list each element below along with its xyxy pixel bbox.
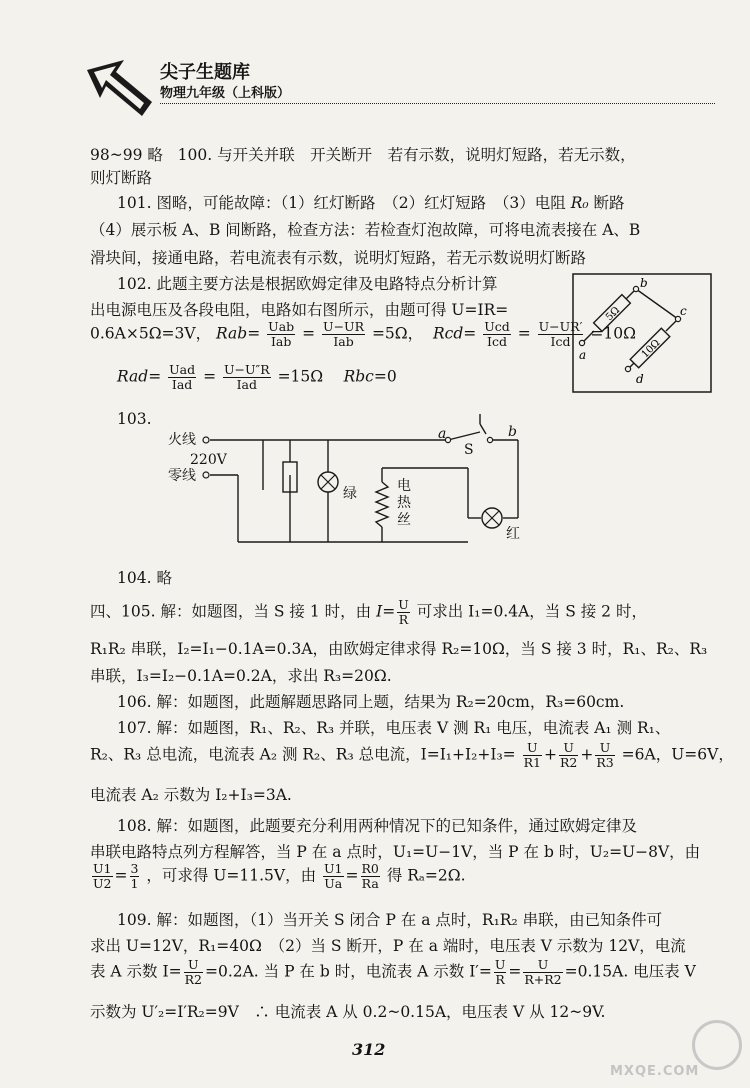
- answer-104: 104. 略: [117, 569, 172, 587]
- answer-108-text-2: 得 Rₐ=2Ω.: [386, 866, 466, 885]
- label-a: a: [579, 348, 587, 362]
- fraction-u-over-r: [494, 958, 507, 987]
- answer-103-label: 103.: [117, 410, 152, 428]
- numerator: R0: [361, 861, 379, 876]
- equals: =: [345, 866, 359, 885]
- terminal-a: [579, 340, 584, 345]
- denominator: R3: [596, 755, 614, 770]
- fraction-u-over-r1: [523, 741, 542, 770]
- numerator: U: [523, 958, 562, 973]
- answer-105-line3: 串联，I₃=I₂−0.1A=0.2A，求出 R₃=20Ω.: [90, 667, 392, 685]
- live-terminal: [203, 437, 209, 443]
- circuit-diagram-103: [168, 410, 558, 560]
- terminal-b: [633, 286, 638, 291]
- answer-105-line1: [90, 598, 647, 627]
- answer-102-line3: [90, 320, 636, 349]
- symbol-rab: Rab=: [216, 324, 261, 343]
- resistor-5-ohm: [594, 295, 631, 332]
- answer-101-line3: 滑块间，接通电路，若电流表有示数，说明灯短路，若无示数说明灯断路: [90, 249, 587, 267]
- fraction-r0-over-ra: [361, 862, 380, 891]
- answer-107-line3: 电流表 A₂ 示数为 I₂+I₃=3A.: [90, 786, 292, 804]
- label-live-wire: 火线: [168, 432, 196, 448]
- answer-101-line2: （4）展示板 A、B 间断路，检查方法：若检查灯泡故障，可将电流表接在 A、B: [90, 221, 641, 239]
- label-switch-s: S: [464, 442, 474, 458]
- result-rab: =5Ω，: [371, 324, 424, 343]
- equals: =: [302, 324, 316, 343]
- terminal-d: [625, 366, 630, 371]
- answer-102-line1: 102. 此题主要方法是根据欧姆定律及电路特点分析计算: [117, 275, 498, 293]
- numerator: U: [494, 957, 506, 972]
- answer-109-line1: 109. 解：如题图，（1）当开关 S 闭合 P 在 a 点时，R₁R₂ 串联，由已知条件可: [117, 911, 663, 929]
- symbol-i-eq: I=: [376, 602, 396, 621]
- label-b: b: [640, 276, 648, 290]
- plus: +: [580, 745, 594, 764]
- denominator: R2: [559, 755, 578, 770]
- numerator: U: [523, 741, 542, 756]
- label-d: d: [636, 372, 644, 386]
- arrow-logo-icon: [82, 58, 172, 128]
- symbol-rcd: Rcd=: [433, 324, 477, 343]
- label-voltage: 220V: [190, 452, 227, 468]
- plus: +: [543, 745, 557, 764]
- red-lamp: [482, 508, 502, 528]
- answer-106: 106. 解：如题图，此题解题思路同上题，结果为 R₂=20cm，R₃=60cm.: [117, 693, 625, 711]
- numerator: U1: [93, 861, 112, 876]
- answer-101-line1: [117, 191, 625, 213]
- answer-107-line2: [90, 741, 734, 770]
- fraction-u1-over-ua: [323, 862, 344, 891]
- numerator: U−U″R: [224, 362, 270, 377]
- answer-108-line1: 108. 解：如题图，此题要充分利用两种情况下的已知条件，通过欧姆定律及: [117, 817, 637, 835]
- denominator: R+R2: [524, 972, 562, 987]
- numerator: Ucd: [484, 319, 510, 334]
- page-number: 312: [352, 1040, 386, 1059]
- answer-102-line4: [117, 363, 397, 392]
- equals: =: [517, 324, 531, 343]
- denominator: Iab: [333, 334, 354, 349]
- switch-blade: [448, 432, 480, 440]
- numerator: Uad: [169, 362, 196, 377]
- label-red: 红: [506, 526, 520, 542]
- numerator: 3: [130, 861, 139, 876]
- fraction-ucd-icd: [483, 320, 511, 349]
- answer-109-text-1: 表 A 示数 I=: [90, 962, 182, 981]
- denominator: R: [398, 612, 409, 627]
- resistor-diagram-102: [572, 273, 712, 393]
- label-c: c: [680, 304, 687, 318]
- neutral-terminal: [203, 472, 209, 478]
- label-neutral-wire: 零线: [168, 468, 196, 484]
- numerator: U1: [324, 861, 343, 876]
- fraction-uab-iab: [267, 320, 295, 349]
- answer-108-text-1: ，可求得 U=11.5V，由: [146, 866, 317, 885]
- fraction-u-over-r: [397, 598, 410, 627]
- switch-contact-b: [487, 437, 492, 442]
- book-subtitle: 物理九年级（上科版）: [160, 86, 291, 101]
- resistor-10-ohm: [630, 328, 670, 368]
- header-rule: [160, 103, 715, 104]
- denominator: Iad: [236, 377, 258, 392]
- fraction-u-minus-ur: [322, 320, 365, 349]
- label-green: 绿: [343, 486, 357, 502]
- equals: =: [114, 866, 128, 885]
- numerator: Uab: [268, 319, 295, 334]
- answer-108-line2: 串联电路特点列方程解答，当 P 在 a 点时，U₁=U−1V，当 P 在 b 时，U₂=U−8V，由: [90, 843, 701, 861]
- fraction-u-minus-ur-dprime: [223, 363, 271, 392]
- answer-98-100-line1: [90, 143, 636, 165]
- resistor-10-ohm-label: 10Ω: [639, 337, 663, 361]
- book-title: 尖子生题库: [160, 62, 250, 83]
- denominator: Iab: [270, 334, 292, 349]
- fraction-u-over-r-plus-r2: [523, 958, 562, 987]
- symbol-rad: Rad=: [117, 367, 162, 386]
- denominator: R: [495, 972, 505, 987]
- symbol-rbc: Rbc: [343, 367, 374, 386]
- numerator: U: [595, 741, 614, 756]
- numerator: U−UR: [323, 319, 364, 334]
- answer-109-line4: 示数为 U′₂=I′R₂=9V ∴ 电流表 A 从 0.2~0.15A，电压表 V 从 12~9V.: [90, 1003, 606, 1021]
- denominator: R2: [184, 972, 202, 987]
- symbol-r0: R₀: [570, 194, 589, 212]
- denominator: Icd: [487, 334, 507, 349]
- denominator: R1: [523, 755, 541, 770]
- answer-100-line2: 则灯断路: [90, 169, 153, 187]
- heater-resistor-symbol: [376, 482, 388, 527]
- fraction-u-over-r2: [184, 958, 203, 987]
- text-source-voltage: 0.6A×5Ω=3V，: [90, 324, 212, 343]
- fraction-u-over-r3: [595, 741, 614, 770]
- answer-101-text: 101. 图略，可能故障：（1）红灯断路 （2）红灯短路 （3）电阻: [117, 194, 566, 212]
- watermark: [610, 1020, 740, 1080]
- result-rcd: =10Ω: [590, 324, 636, 343]
- numerator: U: [184, 958, 203, 973]
- answer-109-text-2: =0.2A. 当 P 在 b 时，电流表 A 示数 I′=: [204, 962, 492, 981]
- fraction-3-over-1: [130, 862, 140, 891]
- denominator: Iad: [171, 377, 193, 392]
- green-lamp: [318, 472, 338, 492]
- label-switch-a: a: [438, 426, 447, 442]
- denominator: U2: [93, 876, 112, 891]
- numerator: U: [398, 597, 409, 612]
- equals: =: [203, 367, 217, 386]
- fraction-u1-over-u2: [92, 862, 113, 891]
- resistor-5-ohm-label: 5Ω: [603, 304, 623, 324]
- answer-109-line3: [90, 958, 696, 987]
- answer-107-text-1: R₂、R₃ 总电流，电流表 A₂ 测 R₂、R₃ 总电流，I=I₁+I₂+I₃=: [90, 745, 516, 764]
- label-heater-1: 电: [397, 478, 411, 494]
- denominator: Ua: [324, 876, 343, 891]
- answer-108-line3: [90, 862, 466, 891]
- result-rad: =15Ω: [277, 367, 339, 386]
- fraction-uad-iad: [168, 363, 196, 392]
- result-rbc: =0: [373, 367, 397, 386]
- answer-107-text-2: =6A，U=6V，: [621, 745, 734, 764]
- answer-98: 98~99 略: [90, 146, 163, 164]
- equals: =: [508, 962, 522, 981]
- answer-100: 100. 与开关并联 开关断开 若有示数，说明灯短路，若无示数，: [177, 146, 636, 164]
- numerator: U: [559, 741, 578, 756]
- label-switch-b: b: [508, 424, 517, 440]
- label-heater-2: 热: [397, 495, 411, 511]
- denominator: 1: [130, 876, 139, 891]
- answer-109-line2: 求出 U=12V，R₁=40Ω （2）当 S 断开，P 在 a 端时，电压表 V 示数为 12V，电流: [90, 937, 686, 955]
- answer-105-text-1: 四、105. 解：如题图，当 S 接 1 时，由: [90, 602, 372, 621]
- answer-107-line1: 107. 解：如题图，R₁、R₂、R₃ 并联，电压表 V 测 R₁ 电压，电流表 A₁ 测 R₁、: [117, 719, 671, 737]
- denominator: Ra: [361, 876, 379, 891]
- answer-101-end: 断路: [593, 194, 625, 212]
- label-heater-3: 丝: [397, 512, 411, 528]
- answer-105-text-2: 可求出 I₁=0.4A，当 S 接 2 时，: [416, 602, 647, 621]
- numerator: U−UR′: [538, 319, 583, 334]
- fraction-u-over-r2: [559, 741, 578, 770]
- watermark-text: MXQE.COM: [610, 1064, 700, 1079]
- answer-105-line2: R₁R₂ 串联，I₂=I₁−0.1A=0.3A，由欧姆定律求得 R₂=10Ω，当 S 接 3 时，R₁、R₂、R₃: [90, 640, 708, 658]
- denominator: Icd: [550, 334, 571, 349]
- answer-109-text-3: =0.15A. 电压表 V: [564, 962, 696, 981]
- answer-102-line2: 出电源电压及各段电阻，电路如右图所示，由题可得 U=IR=: [90, 301, 509, 319]
